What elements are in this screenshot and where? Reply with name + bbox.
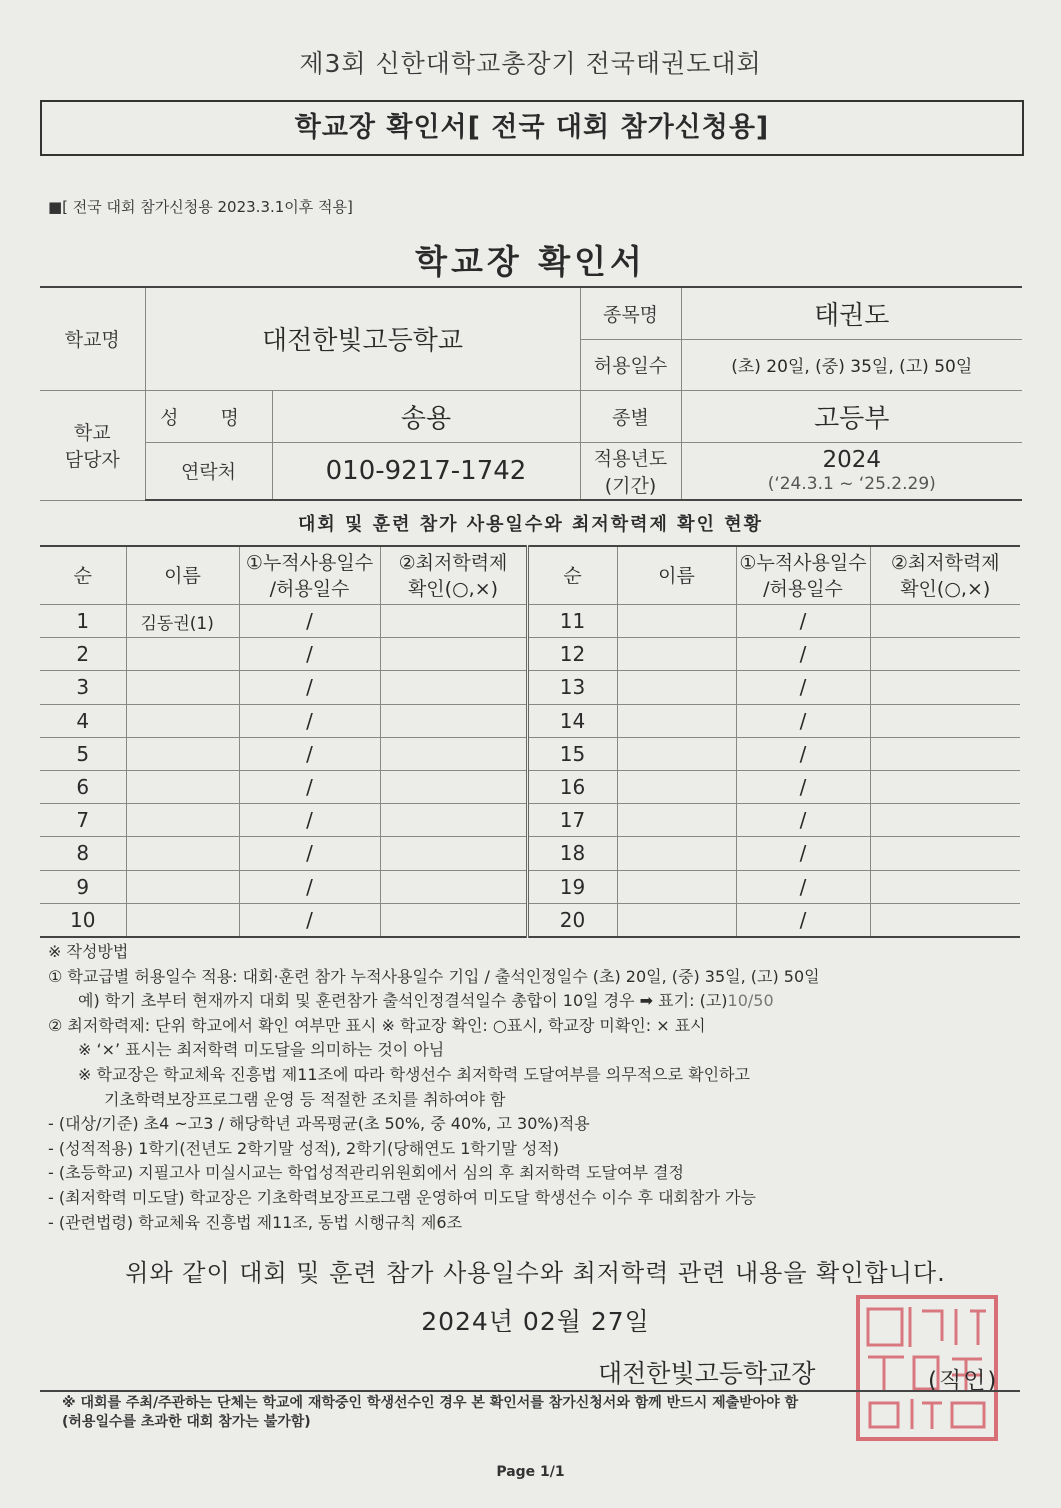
detail-3: - (초등학교) 지필고사 미실시교는 학업성적관리위원회에서 심의 후 최저학력 도달여부 결정 [48, 1163, 684, 1183]
page-number: Page 1/1 [496, 1464, 565, 1480]
participants-table [40, 545, 1020, 938]
col-name: 이름 [126, 546, 239, 605]
row-days: / [239, 770, 380, 803]
document-title: 학교장 확인서[ 전국 대회 참가신청용] [40, 100, 1024, 156]
row-min-check-right [870, 737, 1020, 770]
row-days-right: / [736, 903, 870, 937]
row-name-right [617, 870, 736, 903]
year-cell [681, 442, 1022, 500]
section-title: 대회 및 훈련 참가 사용일수와 최저학력제 확인 현황 [297, 514, 763, 535]
period-value: (‘24.3.1 ~ ‘25.2.29) [767, 473, 936, 494]
row-name-right [617, 638, 736, 671]
detail-5: - (관련법령) 학교체육 진흥법 제11조, 동법 시행규칙 제6조 [48, 1212, 463, 1232]
row-number: 1 [40, 605, 126, 638]
row-days: / [239, 870, 380, 903]
row-number: 9 [40, 870, 126, 903]
note-2: ② 최저학력제: 단위 학교에서 확인 여부만 표시 ※ 학교장 확인: ○표시, 학교장 미확인: × 표시 [48, 1015, 706, 1035]
row-min-check [380, 770, 527, 803]
row-number-right: 15 [527, 737, 617, 770]
row-min-check-right [870, 671, 1020, 704]
row-min-check [380, 804, 527, 837]
row-min-check [380, 870, 527, 903]
table-row [40, 837, 1020, 870]
col-min-right [870, 546, 1020, 605]
row-number-right: 12 [527, 638, 617, 671]
col-min [380, 546, 527, 605]
note-2b: ※ 학교장은 학교체육 진흥법 제11조에 따라 학생선수 최저학력 도달여부를 의무적으로 확인하고 [78, 1064, 750, 1084]
sport-value: 태권도 [681, 287, 1022, 339]
main-title: 학교장 확인서 [415, 242, 646, 281]
row-days-right: / [736, 737, 870, 770]
row-name [126, 903, 239, 937]
division-value: 고등부 [681, 390, 1022, 442]
col-name-right: 이름 [617, 546, 736, 605]
row-number: 5 [40, 737, 126, 770]
table-row [40, 605, 1020, 638]
row-name-right [617, 804, 736, 837]
note-1-example [48, 989, 1018, 1014]
row-number: 4 [40, 704, 126, 737]
table-row [40, 903, 1020, 937]
notes-heading: ※ 작성방법 [48, 942, 129, 961]
row-number-right: 11 [527, 605, 617, 638]
row-number: 3 [40, 671, 126, 704]
year-value: 2024 [822, 446, 882, 473]
row-number-right: 14 [527, 704, 617, 737]
footnote-line2: (허용일수를 초과한 대회 참가는 불가함) [62, 1414, 311, 1430]
table-row [40, 704, 1020, 737]
row-days: / [239, 837, 380, 870]
event-title: 제3회 신한대학교총장기 전국태권도대회 [299, 49, 762, 78]
row-name-right [617, 605, 736, 638]
row-name: 김동권(1) [126, 605, 239, 638]
row-days: / [239, 737, 380, 770]
row-name [126, 837, 239, 870]
footnote [62, 1394, 1012, 1432]
table-row [40, 770, 1020, 803]
row-name [126, 638, 239, 671]
row-name-right [617, 704, 736, 737]
row-number-right: 19 [527, 870, 617, 903]
row-name-right [617, 903, 736, 937]
row-days-right: / [736, 804, 870, 837]
row-days-right: / [736, 704, 870, 737]
row-min-check [380, 903, 527, 937]
row-days-right: / [736, 837, 870, 870]
confirmation-text: 위와 같이 대회 및 훈련 참가 사용일수와 최저학력 관련 내용을 확인합니다. [125, 1259, 946, 1287]
table-row [40, 870, 1020, 903]
row-min-check [380, 704, 527, 737]
row-name-right [617, 837, 736, 870]
col-days-line1: ①누적사용일수 [245, 551, 374, 574]
col-min-right-line1: ②최저학력제 [890, 551, 1000, 574]
row-number: 8 [40, 837, 126, 870]
issue-date: 2024년 02월 27일 [421, 1307, 650, 1336]
table-row [40, 638, 1020, 671]
row-number-right: 17 [527, 804, 617, 837]
applicability-note: ■[ 전국 대회 참가신청용 2023.3.1이후 적용] [48, 198, 353, 216]
row-name-right [617, 671, 736, 704]
col-days-right-line1: ①누적사용일수 [739, 551, 867, 574]
info-table [40, 286, 1022, 501]
col-min-line2: 확인(○,×) [407, 577, 499, 600]
col-no-right: 순 [527, 546, 617, 605]
participants-body [40, 605, 1020, 937]
note-2c: 기초학력보장프로그램 운영 등 적절한 조치를 취하여야 함 [104, 1089, 506, 1109]
row-days-right: / [736, 638, 870, 671]
row-min-check [380, 638, 527, 671]
year-label-line1: 적용년도 [593, 447, 668, 470]
row-name-right [617, 770, 736, 803]
col-no: 순 [40, 546, 126, 605]
manager-label-line1: 학교 [73, 422, 111, 444]
row-number: 10 [40, 903, 126, 937]
year-label-line2: (기간) [604, 474, 657, 497]
name-label: 성 명 [145, 390, 272, 442]
row-min-check-right [870, 870, 1020, 903]
col-min-line1: ②최저학력제 [398, 551, 508, 574]
detail-4: - (최저학력 미도달) 학교장은 기초학력보장프로그램 운영하여 미도달 학생선수 이수 후 대회참가 가능 [48, 1187, 756, 1207]
row-name [126, 704, 239, 737]
division-label: 종별 [580, 390, 681, 442]
row-name [126, 804, 239, 837]
footnote-line1: ※ 대회를 주최/주관하는 단체는 학교에 재학중인 학생선수인 경우 본 확인서를 참가신청서와 함께 반드시 제출받아야 함 [62, 1395, 799, 1411]
detail-1: - (대상/기준) 초4 ~고3 / 해당학년 과목평균(초 50%, 중 40%, 고 30%)적용 [48, 1114, 590, 1134]
col-days-right-line2: /허용일수 [763, 577, 843, 600]
row-number-right: 20 [527, 903, 617, 937]
instructions [48, 940, 1018, 1235]
col-days-line2: /허용일수 [269, 577, 350, 600]
col-min-right-line2: 확인(○,×) [900, 577, 991, 600]
row-min-check [380, 605, 527, 638]
note-1-example-value: 10/50 [727, 991, 774, 1011]
detail-2: - (성적적용) 1학기(전년도 2학기말 성적), 2학기(당해연도 1학기말 성적) [48, 1138, 560, 1158]
col-days [239, 546, 380, 605]
col-days-right [736, 546, 870, 605]
row-name [126, 671, 239, 704]
year-label [580, 442, 681, 500]
note-1: ① 학교급별 허용일수 적용: 대회·훈련 참가 누적사용일수 기입 / 출석인정일수 (초) 20일, (중) 35일, (고) 50일 [48, 966, 820, 986]
table-row [40, 804, 1020, 837]
row-number-right: 18 [527, 837, 617, 870]
row-name [126, 870, 239, 903]
table-row [40, 737, 1020, 770]
row-min-check-right [870, 770, 1020, 803]
row-days: / [239, 671, 380, 704]
row-days: / [239, 903, 380, 937]
row-min-check [380, 671, 527, 704]
table-row [40, 671, 1020, 704]
row-min-check-right [870, 903, 1020, 937]
row-days-right: / [736, 671, 870, 704]
row-days: / [239, 605, 380, 638]
row-number: 2 [40, 638, 126, 671]
row-days-right: / [736, 605, 870, 638]
days-label: 허용일수 [580, 339, 681, 390]
contact-label: 연락처 [145, 442, 272, 500]
row-name [126, 770, 239, 803]
row-min-check [380, 837, 527, 870]
row-number-right: 13 [527, 671, 617, 704]
row-min-check-right [870, 704, 1020, 737]
contact-value: 010-9217-1742 [272, 442, 580, 500]
row-days: / [239, 804, 380, 837]
manager-label-line2: 담당자 [64, 449, 120, 471]
footer-divider [40, 1390, 1020, 1392]
row-min-check [380, 737, 527, 770]
seal-label: (직인) [928, 1368, 999, 1394]
row-number: 6 [40, 770, 126, 803]
row-days: / [239, 704, 380, 737]
row-days-right: / [736, 870, 870, 903]
row-min-check-right [870, 837, 1020, 870]
row-days-right: / [736, 770, 870, 803]
sport-label: 종목명 [580, 287, 681, 339]
note-1-example-text: 예) 학기 초부터 현재까지 대회 및 훈련참가 출석인정결석일수 총합이 10일 경우 ➡ 표기: (고) [78, 991, 728, 1011]
row-name-right [617, 737, 736, 770]
manager-label [40, 390, 145, 500]
principal-name: 대전한빛고등학교장 [598, 1359, 816, 1388]
note-2a: ※ ‘×’ 표시는 최저학력 미도달을 의미하는 것이 아님 [78, 1040, 445, 1060]
school-label: 학교명 [40, 287, 145, 390]
row-days: / [239, 638, 380, 671]
days-value: (초) 20일, (중) 35일, (고) 50일 [681, 339, 1022, 390]
row-name [126, 737, 239, 770]
row-min-check-right [870, 605, 1020, 638]
row-min-check-right [870, 804, 1020, 837]
school-name: 대전한빛고등학교 [145, 287, 580, 390]
manager-name: 송용 [272, 390, 580, 442]
row-number-right: 16 [527, 770, 617, 803]
row-number: 7 [40, 804, 126, 837]
row-min-check-right [870, 638, 1020, 671]
